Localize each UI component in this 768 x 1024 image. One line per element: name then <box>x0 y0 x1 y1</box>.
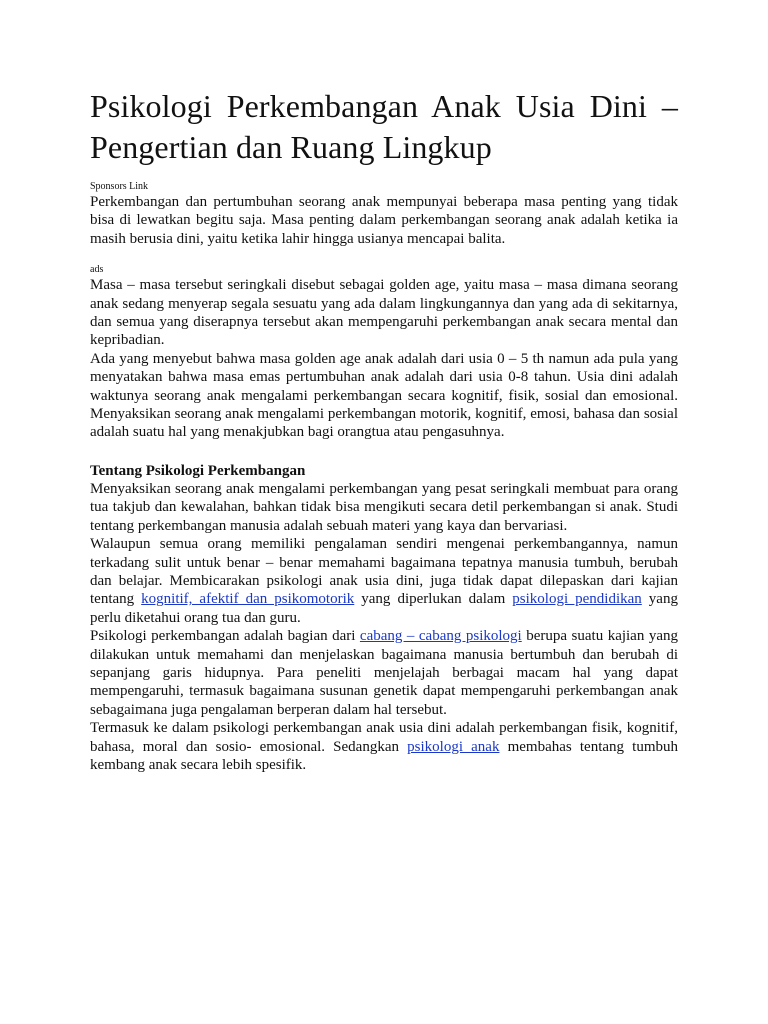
paragraph-golden-age: Masa – masa tersebut seringkali disebut sebagai golden age, yaitu masa – masa dimana seorang anak sedang menyerap segala sesuatu yang ada dalam lingkungannya dan yang ada di sekitarnya, dan semua yang diserapnya tersebut akan mempengaruhi perkembangan anak secara mental dan kepribadian. <box>90 277 678 349</box>
link-kognitif-afektif-psikomotorik[interactable]: kognitif, afektif dan psikomotorik <box>141 591 355 608</box>
paragraph-scope <box>90 719 678 774</box>
sponsors-link-label: Sponsors Link <box>90 181 149 192</box>
paragraph-text: membahas tentang tumbuh kembang anak secara lebih spesifik. <box>90 738 679 773</box>
article <box>90 86 678 774</box>
link-psikologi-anak[interactable]: psikologi anak <box>407 738 500 755</box>
paragraph-definition <box>90 627 678 719</box>
paragraph-experience <box>90 535 678 627</box>
article-title: Psikologi Perkembangan Anak Usia Dini – Pengertian dan Ruang Lingkup <box>90 88 678 165</box>
paragraph-intro: Perkembangan dan pertumbuhan seorang anak mempunyai beberapa masa penting yang tidak bisa di lewatkan begitu saja. Masa penting dalam perkembangan seorang anak adalah ketika ia masih berusia dini, yaitu ketika lahir hingga usianya mencapai balita. <box>90 194 678 247</box>
paragraph-text: berupa suatu kajian yang dilakukan untuk memahami dan menjelaskan bagaimana manusia bertumbuh dan berubah di sepanjang garis hidupnya. Para peneliti menjelajah berbagai macam hal yang dapat mempengaruhi, termasuk bagaimana susunan genetik dapat mempengaruhi perkembangan anak sebagaimana juga pengalaman berperan dalam hal tersebut. <box>90 628 678 718</box>
paragraph-witnessing: Menyaksikan seorang anak mengalami perkembangan yang pesat seringkali membuat para orang tua takjub dan kewalahan, bahkan tidak bisa mengikuti secara detil perkembangan si anak. Studi tentang perkembangan manusia adalah sebuah materi yang kaya dan bervariasi. <box>90 480 678 534</box>
paragraph-text: yang diperlukan dalam <box>354 591 513 608</box>
paragraph-text: yang perlu diketahui orang tua dan guru. <box>90 591 678 626</box>
paragraph-text: Psikologi perkembangan adalah bagian dari <box>90 628 360 645</box>
link-cabang-psikologi[interactable]: cabang – cabang psikologi <box>359 628 522 645</box>
paragraph-text: Termasuk ke dalam psikologi perkembangan anak usia dini adalah perkembangan fisik, kognitif, bahasa, moral dan sosio- emosional. Sedangkan <box>90 720 678 755</box>
paragraph-text: Walaupun semua orang memiliki pengalaman sendiri mengenai perkembangannya, namun terkadang sulit untuk benar – benar memahami bagaimana tepatnya manusia tumbuh, berubah dan belajar. Membicarakan psikologi anak usia dini, juga tidak dapat dilepaskan dari kajian tentang <box>90 536 678 608</box>
paragraph-age-range: Ada yang menyebut bahwa masa golden age anak adalah dari usia 0 – 5 th namun ada pula yang menyatakan bahwa masa emas pertumbuhan anak adalah dari usia 0-8 tahun. Usia dini adalah waktunya seorang anak mengalami perkembangan secara kognitif, fisik, sosial dan emosional. Menyaksikan seorang anak mengalami perkembangan motorik, kognitif, emosi, bahasa dan sosial adalah suatu hal yang menakjubkan bagi orangtua atau pengasuhnya. <box>90 350 678 441</box>
link-psikologi-pendidikan[interactable]: psikologi pendidikan <box>512 591 642 608</box>
section-heading: Tentang Psikologi Perkembangan <box>90 462 306 479</box>
ads-label: ads <box>90 264 104 276</box>
